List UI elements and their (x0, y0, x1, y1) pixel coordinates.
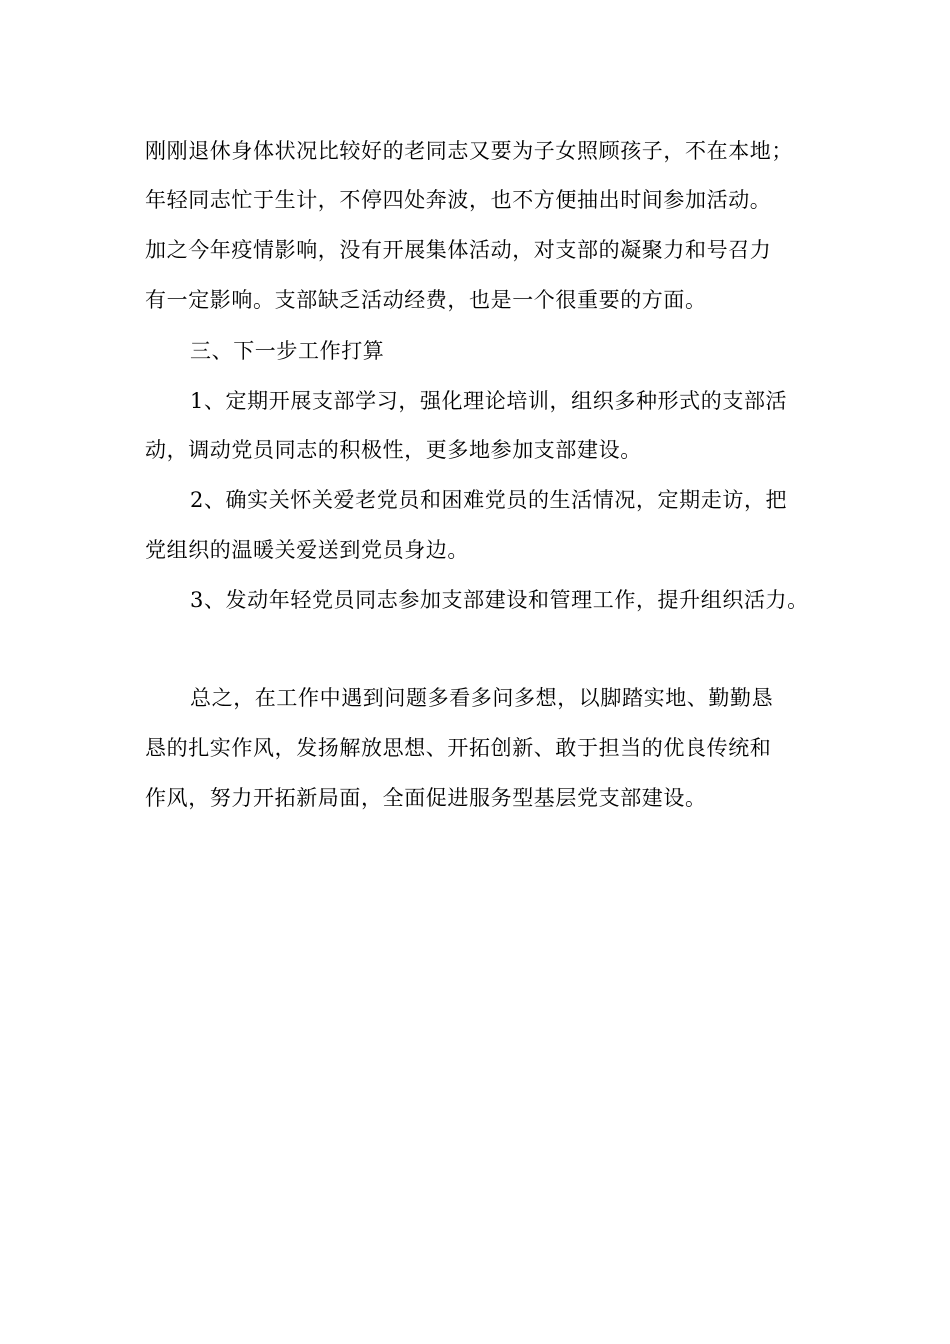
conclusion-line: 恳的扎实作风，发扬解放思想、开拓创新、敢于担当的优良传统和 (145, 736, 772, 760)
paragraph-line: 刚刚退休身体状况比较好的老同志又要为子女照顾孩子，不在本地； (145, 139, 793, 163)
conclusion-line: 作风，努力开拓新局面，全面促进服务型基层党支部建设。 (145, 786, 707, 810)
list-item-3-line: 3、发动年轻党员同志参加支部建设和管理工作，提升组织活力。 (190, 588, 809, 612)
list-item-1-line: 动，调动党员同志的积极性，更多地参加支部建设。 (145, 438, 642, 462)
list-item-1-line: 1、定期开展支部学习，强化理论培训，组织多种形式的支部活 (190, 389, 788, 413)
paragraph-line: 年轻同志忙于生计，不停四处奔波，也不方便抽出时间参加活动。 (145, 188, 772, 212)
list-item-2-line: 党组织的温暖关爱送到党员身边。 (145, 538, 469, 562)
paragraph-line: 有一定影响。支部缺乏活动经费，也是一个很重要的方面。 (145, 288, 707, 312)
conclusion-line: 总之，在工作中遇到问题多看多问多想，以脚踏实地、勤勤恳 (190, 686, 774, 710)
section-heading: 三、下一步工作打算 (190, 339, 385, 363)
paragraph-line: 加之今年疫情影响，没有开展集体活动，对支部的凝聚力和号召力 (145, 238, 772, 262)
list-item-2-line: 2、确实关怀关爱老党员和困难党员的生活情况，定期走访，把 (190, 488, 788, 512)
